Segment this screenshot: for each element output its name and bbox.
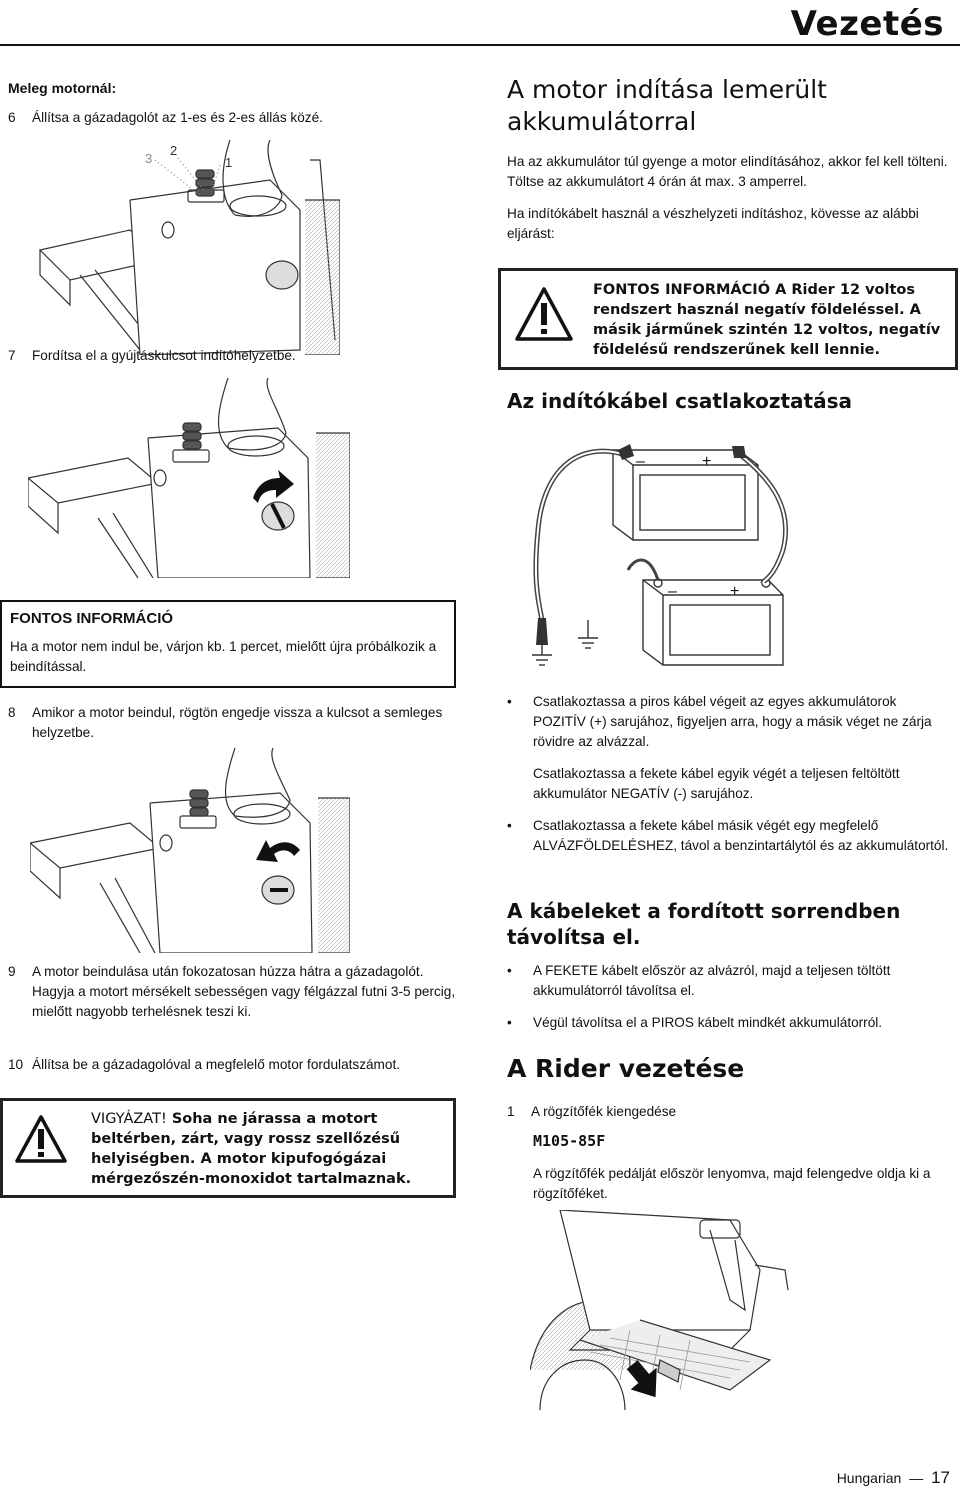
warning-box-voltage <box>498 268 958 370</box>
step-number: 8 <box>8 705 16 720</box>
page-footer <box>837 1468 950 1488</box>
step-6 <box>8 108 468 128</box>
warning-text: FONTOS INFORMÁCIÓ A Rider 12 voltos rendszert használ negatív földeléssel. A másik járműnek szintén 12 voltos, negatív földelésű rendszerűnek kell lennie. <box>593 282 941 358</box>
battery-paragraph-1: Ha az akkumulátor túl gyenge a motor elindításához, akkor fel kell tölteni. Töltse az akkumulátort 4 órán át max. 3 amperrel. <box>507 154 948 189</box>
position-label-1: 1 <box>225 155 233 170</box>
battery-paragraph-2: Ha indítókábelt használ a vészhelyzeti indításhoz, kövesse az alábbi eljárást: <box>507 206 919 241</box>
step-8 <box>8 703 456 743</box>
warning-box-exhaust <box>0 1098 456 1198</box>
step-10 <box>8 1055 456 1075</box>
list-item: • Csatlakoztassa a piros kábel végeit az egyes akkumulátorok POZITÍV (+) sarujához, figyeljen arra, hogy a másik véget ne zárja rövidre az alvázzal. <box>507 694 932 749</box>
step-9 <box>8 962 456 1022</box>
list-item: • Csatlakoztassa a fekete kábel másik végét egy megfelelő ALVÁZFÖLDELÉSHEZ, távol a benzintartálytól és az akkumulátortól. <box>507 818 949 853</box>
upper-battery-plus: + <box>702 453 712 470</box>
remove-heading: A kábeleket a fordított sorrendben távolítsa el. <box>507 899 901 949</box>
step-text: A rögzítőfék kiengedése <box>531 1104 677 1119</box>
page-number: 17 <box>931 1468 950 1487</box>
step-text: Amikor a motor beindul, rögtön engedje vissza a kulcsot a semleges helyzetbe. <box>32 705 443 740</box>
warning-text: Soha ne járassa a motort beltérben, zárt, vagy rossz szellőzésű helyiségben. A motor kipufogógázai mérgezőszén-monoxidot tartalmaznak. <box>91 1111 412 1187</box>
warning-triangle-icon <box>515 287 573 341</box>
list-item: • Végül távolítsa el a PIROS kábelt mindkét akkumulátorról. <box>507 1015 883 1030</box>
list-item: • A FEKETE kábelt először az alvázról, majd a teljesen töltött akkumulátorról távolítsa el. <box>507 963 891 998</box>
remove-steps-list <box>507 961 952 1033</box>
step-text: Állítsa be a gázadagolóval a megfelelő motor fordulatszámot. <box>32 1057 400 1072</box>
lower-battery-plus: + <box>730 583 740 600</box>
upper-battery-minus: – <box>636 453 645 470</box>
step-7 <box>8 346 348 366</box>
page-title: Vezetés <box>790 4 944 44</box>
lower-battery-minus: – <box>668 583 677 600</box>
step-number: 6 <box>8 110 16 125</box>
step-number: 1 <box>507 1104 515 1119</box>
notice-box <box>0 600 456 688</box>
driving-step-1 <box>507 1102 952 1122</box>
key-release-illustration <box>30 748 350 953</box>
jumper-cable-diagram <box>518 420 798 670</box>
brake-paragraph: A rögzítőfék pedálját először lenyomva, majd felengedve oldja ki a rögzítőféket. <box>533 1166 931 1201</box>
warning-message <box>91 1109 421 1189</box>
connect-heading: Az indítókábel csatlakoztatása <box>507 389 852 413</box>
parking-brake-illustration <box>530 1210 790 1410</box>
step-text: Állítsa a gázadagolót az 1-es és 2-es állás közé. <box>32 110 323 125</box>
warm-engine-heading: Meleg motornál: <box>8 80 117 96</box>
footer-separator: — <box>909 1470 924 1486</box>
footer-language: Hungarian <box>836 1470 902 1486</box>
header-rule <box>0 44 960 46</box>
connect-steps-list <box>507 692 952 856</box>
warning-lead: VIGYÁZAT! <box>91 1111 167 1127</box>
position-label-2: 2 <box>170 143 178 158</box>
model-label: M105-85F <box>533 1132 606 1150</box>
position-label-3: 3 <box>145 151 153 166</box>
step-number: 10 <box>8 1057 24 1072</box>
step-text: A motor beindulása után fokozatosan húzza hátra a gázadagolót. Hagyja a motort mérsékelt sebességen vagy félgázzal futni 3-5 percig, mielőtt nagyobb terhelésnek teszi ki. <box>32 964 456 1019</box>
step-number: 9 <box>8 964 16 979</box>
notice-title: FONTOS INFORMÁCIÓ <box>10 610 174 627</box>
list-item: Csatlakoztassa a fekete kábel egyik végét a teljesen feltöltött akkumulátor NEGATÍV (-) sarujához. <box>533 766 900 801</box>
throttle-illustration <box>20 140 340 355</box>
ignition-key-illustration <box>28 378 350 578</box>
driving-heading: A Rider vezetése <box>507 1054 745 1083</box>
step-number: 7 <box>8 348 16 363</box>
dead-battery-heading: A motor indítása lemerült akkumulátorral <box>507 75 827 136</box>
notice-text: Ha a motor nem indul be, várjon kb. 1 percet, mielőtt újra próbálkozik a beindítással. <box>10 639 437 674</box>
step-text: Fordítsa el a gyújtáskulcsot indítóhelyzetbe. <box>32 348 296 363</box>
warning-triangle-icon <box>15 1115 67 1163</box>
